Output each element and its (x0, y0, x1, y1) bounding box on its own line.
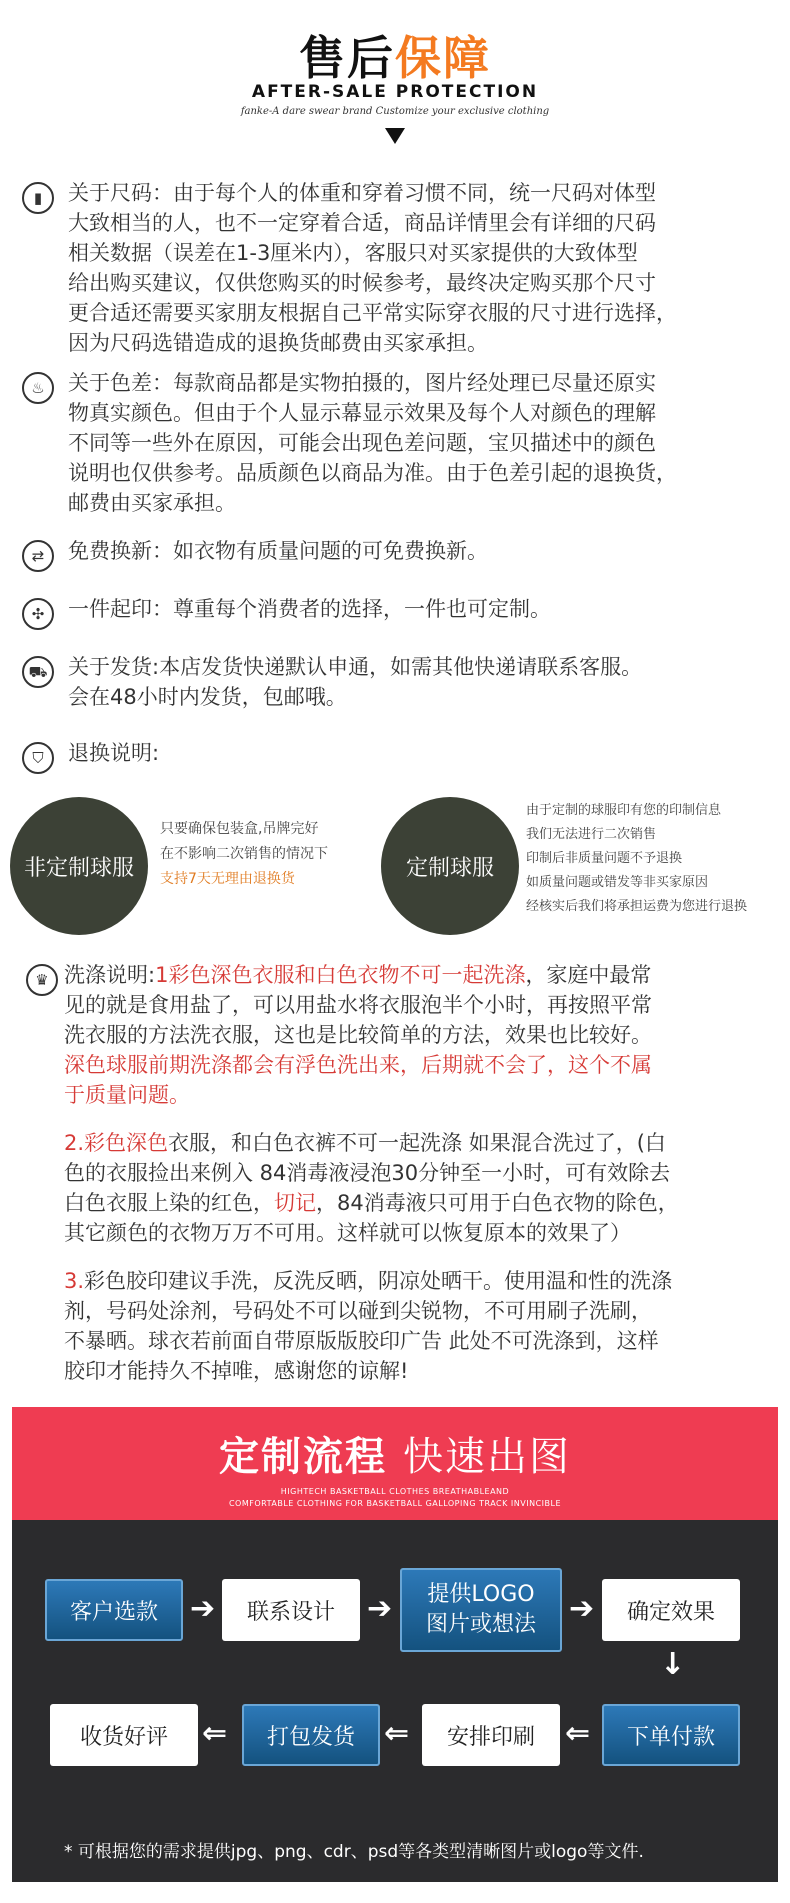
washing-section (22, 960, 772, 1386)
policy-return (22, 738, 762, 768)
policy-line: 相关数据（误差在1-3厘米内），客服只对买家提供的大致体型 (68, 241, 638, 265)
arrow-left-icon: ⇐ (384, 1716, 410, 1751)
ruler-icon: ▮ (22, 182, 54, 214)
wash-text-red: 切记 (274, 1191, 316, 1215)
arrow-right-icon: ➔ (190, 1591, 216, 1626)
flow-banner (12, 1407, 778, 1520)
wash-text: 洗衣服的方法洗衣服，这也是比较简单的方法，效果也比较好。 (64, 1023, 652, 1047)
step-provide-logo (400, 1568, 562, 1652)
title-orange: 保障 (395, 31, 491, 85)
step-provide-logo-line: 图片或想法 (425, 1612, 536, 1637)
truck-icon: ⛟ (22, 656, 54, 688)
wash-para-1 (64, 960, 772, 1110)
policy-line: 说明也仅供参考。品质颜色以商品为准。由于色差引起的退换货， (68, 461, 677, 485)
policy-line: 关于色差：每款商品都是实物拍摄的，图片经处理已尽量还原实 (68, 371, 656, 395)
step-confirm-effect: 确定效果 (602, 1579, 740, 1641)
step-select-style: 客户选款 (45, 1579, 183, 1641)
policy-line: 给出购买建议，仅供您购买的时候参考，最终决定购买那个尺寸 (68, 271, 656, 295)
policy-line: 大致相当的人，也不一定穿着合适，商品详情里会有详细的尺码 (68, 211, 656, 235)
policy-single-print (22, 594, 762, 624)
wash-line (64, 1020, 772, 1050)
policy-line: 关于发货:本店发货快递默认申通，如需其他快递请联系客服。 (68, 655, 643, 679)
arrow-down-icon: ↓ (660, 1647, 686, 1682)
policy-line: 物真实颜色。但由于个人显示幕显示效果及每个人对颜色的理解 (68, 401, 656, 425)
policy-line: 会在48小时内发货，包邮哦。 (68, 685, 347, 709)
arrow-right-icon: ➔ (367, 1591, 393, 1626)
wash-text-red: 深色球服前期洗涤都会有浮色洗出来，后期就不会了，这个不属 (64, 1053, 652, 1077)
wash-line (64, 1356, 772, 1386)
page-header (0, 0, 790, 160)
wash-text-red: 于质量问题。 (64, 1083, 190, 1107)
step-contact-design: 联系设计 (222, 1579, 360, 1641)
wash-line (64, 1080, 772, 1110)
custom-flow-section (12, 1407, 778, 1882)
arrow-left-icon: ⇐ (565, 1716, 591, 1751)
wash-line (64, 990, 772, 1020)
policy-free-exchange (22, 536, 762, 566)
exchange-section (0, 795, 790, 945)
step-pack-ship: 打包发货 (242, 1704, 380, 1766)
wash-text: 见的就是食用盐了，可以用盐水将衣服泡半个小时，再按照平常 (64, 993, 652, 1017)
english-subtitle: AFTER-SALE PROTECTION (251, 82, 539, 102)
exchange-line: 印制后非质量问题不予退换 (526, 851, 683, 866)
exchange-line: 由于定制的球服印有您的印制信息 (526, 803, 722, 818)
wash-line (64, 960, 772, 990)
wash-line (64, 1326, 772, 1356)
page-title (0, 22, 790, 88)
down-triangle-icon (385, 128, 405, 144)
flow-en-line: COMFORTABLE CLOTHING FOR BASKETBALL GALLOPING TRACK INVINCIBLE (228, 1499, 562, 1508)
wash-para-3 (64, 1266, 772, 1386)
brand-tagline: fanke-A dare swear brand Customize your exclusive clothing (240, 106, 550, 117)
policy-line: 退换说明: (68, 741, 160, 765)
wash-text: 洗涤说明: (64, 963, 156, 987)
wash-text: 胶印才能持久不掉唯，感谢您的谅解! (64, 1359, 409, 1383)
wash-text: 剂，号码处涂剂，号码处不可以碰到尖锐物，不可用刷子洗刷， (64, 1299, 652, 1323)
flow-title-b: 快速出图 (402, 1434, 571, 1480)
wash-text: 其它颜色的衣物万万不可用。这样就可以恢复原本的效果了） (64, 1221, 631, 1245)
step-place-order: 下单付款 (602, 1704, 740, 1766)
wash-text: 彩色胶印建议手洗，反洗反晒，阴凉处晒干。使用温和性的洗涤 (84, 1269, 673, 1293)
wash-text: 色的衣服捡出来例入 84消毒液浸泡30分钟至一小时，可有效除去 (64, 1161, 671, 1185)
custom-text (526, 799, 747, 919)
wash-text: ，84消毒液只可用于白色衣物的除色， (316, 1191, 679, 1215)
wash-text-red: 2.彩色深色 (64, 1131, 169, 1155)
policy-line: 更合适还需要买家朋友根据自己平常实际穿衣服的尺寸进行选择， (68, 301, 677, 325)
wash-line (64, 1266, 772, 1296)
policy-line: 不同等一些外在原因，可能会出现色差问题，宝贝描述中的颜色 (68, 431, 656, 455)
exchange-highlight: 支持7天无理由退换货 (160, 871, 295, 887)
exchange-icon: ⇄ (22, 540, 54, 572)
policy-line: 一件起印：尊重每个消费者的选择，一件也可定制。 (68, 597, 551, 621)
step-receive-review: 收货好评 (50, 1704, 198, 1766)
wash-line (64, 1296, 772, 1326)
policy-line: 因为尺码选错造成的退换货邮费由买家承担。 (68, 331, 488, 355)
wash-line (64, 1218, 772, 1248)
exchange-line: 只要确保包装盒,吊牌完好 (160, 821, 319, 837)
non-custom-circle: 非定制球服 (10, 797, 148, 935)
policy-line: 免费换新：如衣物有质量问题的可免费换新。 (68, 539, 488, 563)
wash-text: 不暴晒。球衣若前面自带原版版胶印广告 此处不可洗涤到，这样 (64, 1329, 659, 1353)
policy-size (22, 178, 762, 358)
flow-title-a: 定制流程 (219, 1434, 388, 1480)
wash-text: ，家庭中最常 (525, 963, 652, 987)
wash-line (64, 1128, 772, 1158)
non-custom-text (160, 817, 328, 892)
step-provide-logo-line: 提供LOGO (427, 1582, 535, 1607)
cart-icon: ⛉ (22, 742, 54, 774)
flow-title (12, 1425, 778, 1482)
policy-line: 邮费由买家承担。 (68, 491, 236, 515)
title-black: 售后 (299, 31, 395, 85)
policy-shipping (22, 652, 762, 712)
exchange-line: 如质量问题或错发等非买家原因 (526, 875, 709, 890)
wash-text: 白色衣服上染的红色， (64, 1191, 274, 1215)
exchange-line: 在不影响二次销售的情况下 (160, 846, 328, 862)
policy-color (22, 368, 762, 518)
exchange-line: 经核实后我们将承担运费为您进行退换 (526, 899, 748, 914)
wash-text-red: 3. (64, 1269, 85, 1293)
wash-line (64, 1188, 772, 1218)
palette-icon: ♨ (22, 372, 54, 404)
wash-text: 衣服，和白色衣裤不可一起洗涤 如果混合洗过了，(白 (168, 1131, 666, 1155)
policy-line: 关于尺码：由于每个人的体重和穿着习惯不同，统一尺码对体型 (68, 181, 656, 205)
arrow-left-icon: ⇐ (202, 1716, 228, 1751)
flow-en-line: HIGHTECH BASKETBALL CLOTHES BREATHABLEAND (280, 1487, 510, 1496)
step-arrange-printing: 安排印刷 (422, 1704, 560, 1766)
wash-line (64, 1158, 772, 1188)
arrow-right-icon: ➔ (569, 1591, 595, 1626)
exchange-line: 我们无法进行二次销售 (526, 827, 657, 842)
puzzle-icon: ✣ (22, 598, 54, 630)
custom-circle: 定制球服 (381, 797, 519, 935)
file-format-note: * 可根据您的需求提供jpg、png、cdr、psd等各类型清晰图片或logo等文件. (64, 1842, 644, 1862)
wash-line (64, 1050, 772, 1080)
wash-text-red: 1彩色深色衣服和白色衣物不可一起洗涤 (155, 963, 526, 987)
crown-icon: ♛ (26, 964, 58, 996)
wash-para-2 (64, 1128, 772, 1248)
